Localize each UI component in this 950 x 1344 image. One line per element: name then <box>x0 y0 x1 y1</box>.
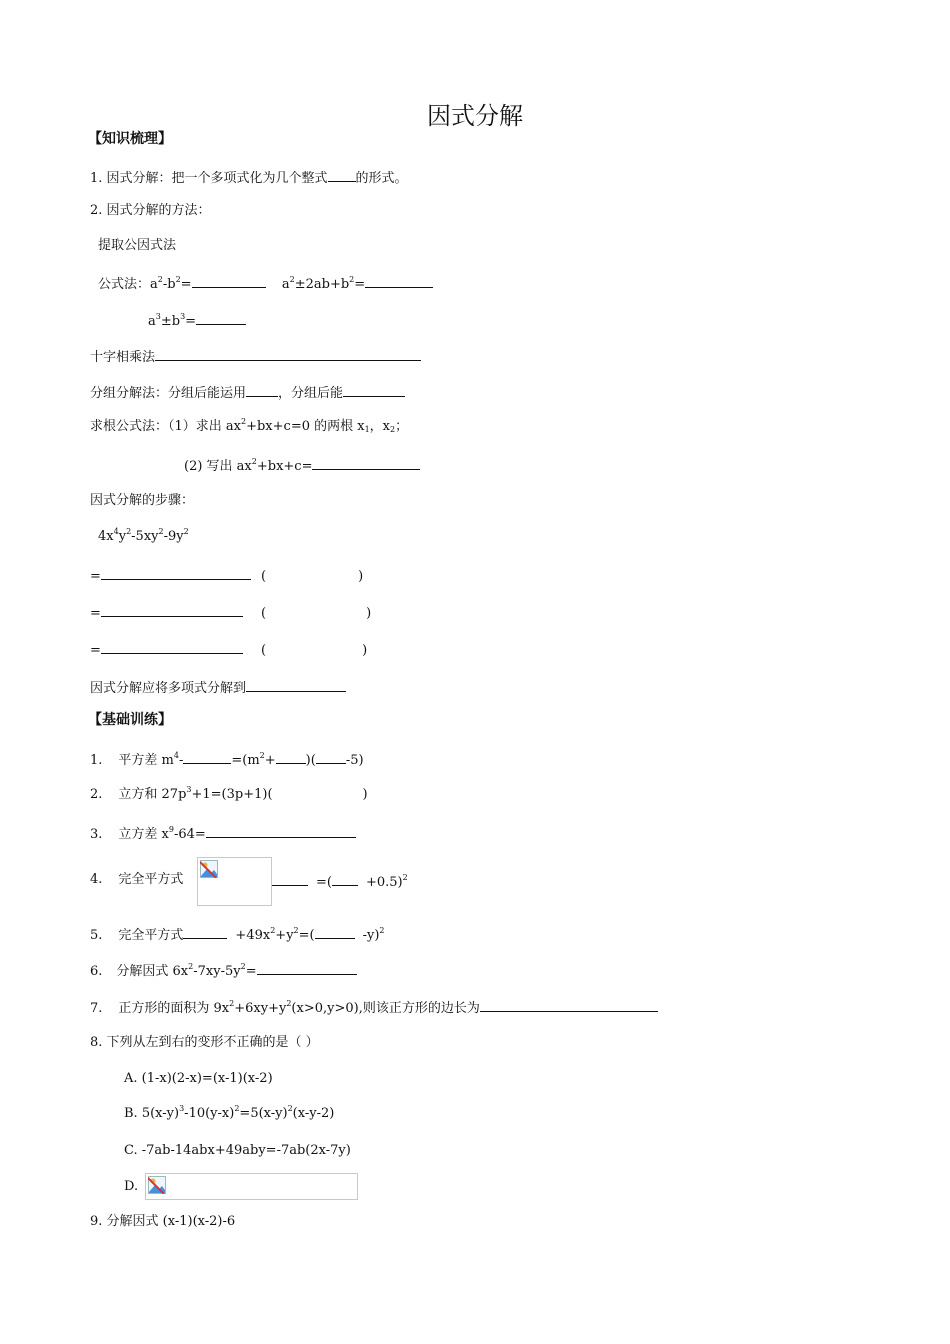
factorization-extent: 因式分解应将多项式分解到 <box>90 677 346 698</box>
method-formula: 公式法：$a^2-b^2= a^2\pm 2ab+b^2=$ <box>98 273 433 294</box>
method-root-formula: 求根公式法：（1）求出 $ax^2+bx+c=0$ 的两根 $x_1$，$x_2$； <box>90 417 409 434</box>
answer-blank[interactable] <box>196 310 246 325</box>
answer-blank[interactable] <box>206 823 356 838</box>
answer-blank[interactable] <box>276 749 306 764</box>
method-root-formula-step2: (2) 写出 $ax^2+bx+c=$ <box>184 455 420 476</box>
answer-blank[interactable] <box>257 960 357 975</box>
broken-image-icon <box>200 860 218 878</box>
question-7: 7. 正方形的面积为 $9x^2+6xy+y^2(x>0,y>0)$,则该正方形的边长为 <box>90 997 658 1018</box>
option-b[interactable]: B. $5(x-y)^3-10(y-x)^2=5(x-y)^2(x-y-2)$ <box>124 1104 335 1121</box>
answer-blank[interactable] <box>192 273 266 288</box>
broken-image-placeholder <box>145 1173 358 1200</box>
question-1: 1. 平方差 $m^4- =(m^2+$ )( -5) <box>90 751 364 768</box>
answer-blank[interactable] <box>101 602 243 617</box>
answer-blank[interactable] <box>246 677 346 692</box>
answer-blank[interactable] <box>332 871 358 886</box>
answer-blank[interactable] <box>183 924 227 939</box>
step-line-1: = ( ) <box>90 565 363 586</box>
answer-blank[interactable] <box>155 346 421 361</box>
question-4: 4. 完全平方式 <box>90 872 184 887</box>
broken-image-placeholder <box>197 857 272 906</box>
answer-blank[interactable] <box>272 871 308 886</box>
section-heading-basic-training: 【基础训练】 <box>88 712 172 728</box>
answer-blank[interactable] <box>365 273 433 288</box>
section-heading-knowledge: 【知识梳理】 <box>88 131 172 147</box>
question-3: 3. 立方差 $x^9-64=$ <box>90 823 356 844</box>
knowledge-item-1: 1. 因式分解：把一个多项式化为几个整式 的形式。 <box>90 167 408 188</box>
answer-blank[interactable] <box>183 749 231 764</box>
answer-blank[interactable] <box>246 382 278 397</box>
broken-image-icon <box>148 1176 166 1194</box>
method-extract-common-factor: 提取公因式法 <box>98 238 177 253</box>
option-d[interactable]: D. <box>124 1179 139 1194</box>
question-2: 2. 立方和 $27p^3+1=(3p+1)$( ) <box>90 785 368 802</box>
question-9: 9. 分解因式 (x-1)(x-2)-6 <box>90 1214 236 1229</box>
method-formula-cubes: $a^3\pm b^3=$ <box>148 310 246 331</box>
example-expression: $4x^4y^2-5xy^2-9y^2$ <box>98 527 189 544</box>
page-title: 因式分解 <box>427 102 523 130</box>
answer-blank[interactable] <box>328 167 356 182</box>
answer-blank[interactable] <box>480 997 658 1012</box>
question-8: 8. 下列从左到右的变形不正确的是（ ） <box>90 1035 319 1050</box>
step-line-2: = ( ) <box>90 602 371 623</box>
answer-blank[interactable] <box>101 565 251 580</box>
answer-blank[interactable] <box>316 749 346 764</box>
option-c[interactable]: C. -7ab-14abx+49aby=-7ab(2x-7y) <box>124 1143 351 1158</box>
question-6: 6. 分解因式 $6x^2-7xy-5y^2=$ <box>90 960 357 981</box>
method-cross-multiplication: 十字相乘法 <box>90 346 421 367</box>
step-line-3: = ( ) <box>90 639 367 660</box>
factorization-steps-label: 因式分解的步骤： <box>90 493 195 508</box>
option-a[interactable]: A. (1-x)(2-x)=(x-1)(x-2) <box>124 1071 273 1086</box>
answer-blank[interactable] <box>101 639 243 654</box>
method-grouping: 分组分解法：分组后能运用 ，分组后能 <box>90 382 405 403</box>
question-5: 5. 完全平方式 $+49x^2+y^2=$( -y)$^2$ <box>90 926 385 943</box>
knowledge-item-2: 2. 因式分解的方法： <box>90 203 211 218</box>
answer-blank[interactable] <box>315 924 355 939</box>
answer-blank[interactable] <box>343 382 405 397</box>
question-4-rest: =( +0.5)$^2$ <box>272 871 408 892</box>
answer-blank[interactable] <box>312 455 420 470</box>
